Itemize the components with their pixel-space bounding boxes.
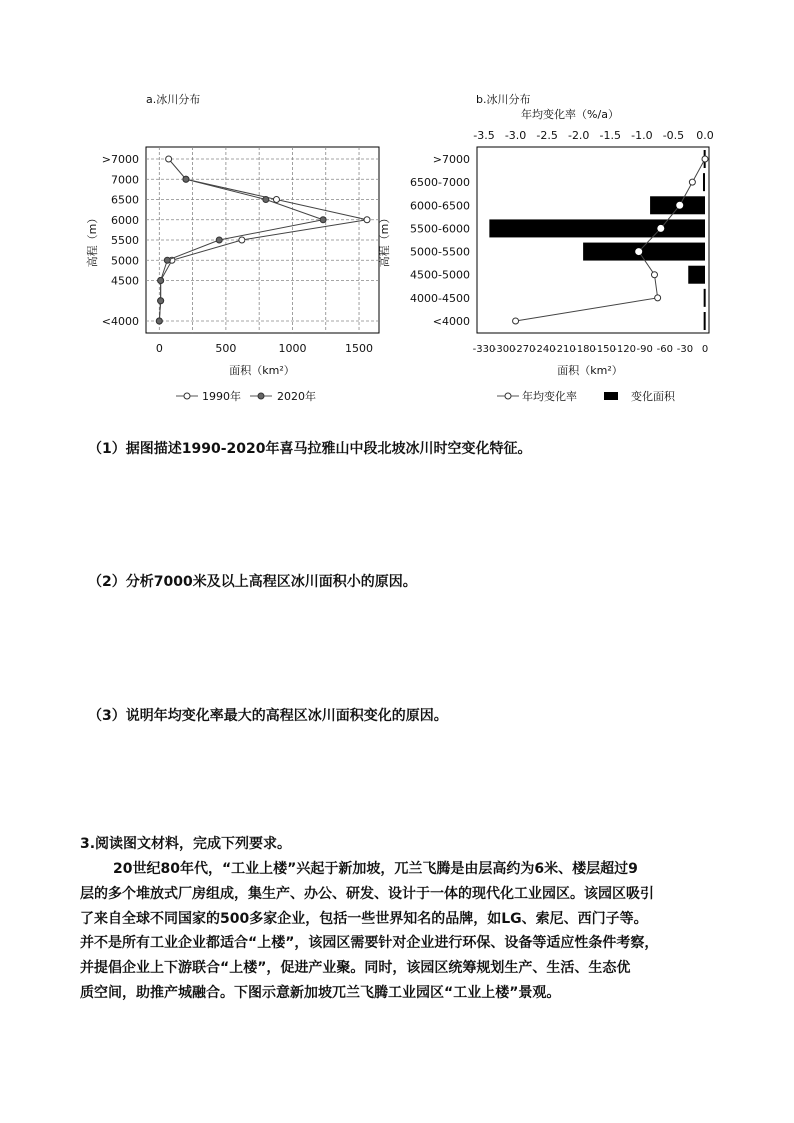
y-tick-label: 5500-6000 [410, 222, 470, 236]
paragraph-line: 并提倡企业上下游联合“上楼”，促进产业聚。同时，该园区统筹规划生产、生活、生态优 [80, 960, 631, 977]
bottom-tick-label: -30 [676, 344, 694, 355]
chart-b-ylabel: 高程（m） [378, 212, 391, 268]
chart-a-xlabel: 面积（km²） [229, 364, 295, 377]
y-tick-label: 6500 [111, 193, 139, 207]
bottom-tick-label: -210 [553, 344, 576, 355]
y-tick-label: 4500-5000 [410, 268, 470, 282]
y-tick-label: 6000-6500 [410, 199, 470, 213]
y-tick-label: >7000 [101, 153, 139, 166]
paragraph-line: 并不是所有工业企业都适合“上楼”，该园区需要针对企业进行环保、设备等适应性条件考察， [80, 935, 659, 952]
chart-b-legend [497, 389, 676, 403]
paragraph-line: 层的多个堆放式厂房组成，集生产、办公、研发、设计于一体的现代化工业园区。该园区吸引 [80, 885, 654, 902]
chart-b-y-ticks [410, 153, 470, 328]
rate-point [689, 179, 695, 185]
rate-point [636, 249, 642, 255]
bottom-tick-label: -300 [492, 344, 516, 355]
y-tick-label: 6500-7000 [410, 176, 470, 190]
question-1: （1）据图描述1990-2020年喜马拉雅山中段北坡冰川时空变化特征。 [88, 441, 532, 457]
chart-b-title: b.冰川分布 [476, 93, 531, 106]
x-tick-label: 500 [215, 342, 237, 355]
bottom-tick-label: -240 [532, 344, 556, 355]
legend-rate-label: 年均变化率 [522, 390, 577, 403]
rate-point [677, 202, 683, 208]
bottom-tick-label: 0 [701, 344, 709, 355]
area-bar [703, 173, 705, 191]
legend-area-swatch [604, 392, 618, 400]
y-tick-label: 4000-4500 [410, 291, 470, 305]
legend-2020-label: 2020年 [277, 390, 316, 403]
bottom-tick-label: -150 [593, 344, 616, 355]
chart-b-xlabel: 面积（km²） [557, 364, 623, 377]
question-2: （2）分析7000米及以上高程区冰川面积小的原因。 [88, 574, 417, 590]
area-bar [704, 289, 706, 307]
x-tick-label: 0 [155, 342, 163, 355]
chart-b-top-ticks [473, 129, 713, 142]
y-tick-label: 4500 [111, 274, 139, 288]
bottom-tick-label: -60 [656, 344, 673, 355]
rate-point [651, 272, 657, 278]
top-tick-label: -3.5 [473, 129, 495, 142]
legend-area-label: 变化面积 [631, 390, 675, 403]
y-tick-label: 5000-5500 [410, 245, 470, 259]
paragraph-line: 20世纪80年代，“工业上楼”兴起于新加坡，兀兰飞腾是由层高约为6米、楼层超过9 [113, 861, 638, 877]
bottom-tick-label: -270 [512, 344, 536, 355]
bottom-tick-label: -90 [636, 344, 653, 355]
chart-b-bottom-ticks [473, 344, 709, 355]
bottom-tick-label: -330 [472, 344, 496, 355]
bottom-tick-label: -180 [573, 344, 596, 355]
chart-b-top-axis-label: 年均变化率（%/a） [521, 108, 619, 121]
top-tick-label: -2.0 [567, 129, 590, 142]
y-tick-label: <4000 [101, 315, 139, 328]
chart-a-title: a.冰川分布 [146, 93, 201, 106]
chart-b-bars [489, 150, 705, 330]
chart-b [0, 0, 794, 420]
legend-rate-marker [505, 393, 511, 399]
top-tick-label: -2.5 [536, 129, 558, 142]
y-tick-label: 7000 [111, 173, 139, 187]
area-bar [489, 219, 705, 237]
y-tick-label: >7000 [432, 153, 470, 166]
y-tick-label: 6000 [111, 213, 139, 227]
top-tick-label: -0.5 [662, 129, 685, 142]
y-tick-label: 5000 [111, 254, 139, 268]
rate-line [516, 159, 705, 321]
top-tick-label: -1.5 [599, 129, 622, 142]
paragraph-line: 了来自全球不同国家的500多家企业，包括一些世界知名的品牌，如LG、索尼、西门子等。 [80, 910, 648, 927]
y-tick-label: <4000 [432, 315, 470, 328]
top-tick-label: -3.0 [504, 129, 527, 142]
chart-b-rate-line [513, 156, 708, 324]
bottom-tick-label: -120 [613, 344, 636, 355]
rate-point [655, 295, 661, 301]
area-bar [688, 266, 705, 284]
area-bar [704, 312, 706, 330]
top-tick-label: 0.0 [696, 129, 714, 142]
rate-point [513, 318, 519, 324]
rate-point [658, 225, 664, 231]
paragraph-line: 质空间，助推产城融合。下图示意新加坡兀兰飞腾工业园区“工业上楼”景观。 [80, 984, 561, 1001]
chart-a-ylabel: 高程（m） [86, 212, 99, 268]
legend-1990-label: 1990年 [202, 390, 241, 403]
question-3: （3）说明年均变化率最大的高程区冰川面积变化的原因。 [88, 708, 448, 724]
section-3-heading: 3.阅读图文材料，完成下列要求。 [80, 836, 292, 852]
x-tick-label: 1500 [345, 342, 374, 355]
rate-point [702, 156, 708, 162]
chart-b-plot-frame [477, 147, 709, 333]
x-tick-label: 1000 [278, 342, 307, 355]
y-tick-label: 5500 [111, 234, 139, 247]
section-3-paragraph [80, 857, 720, 1006]
top-tick-label: -1.0 [631, 129, 653, 142]
